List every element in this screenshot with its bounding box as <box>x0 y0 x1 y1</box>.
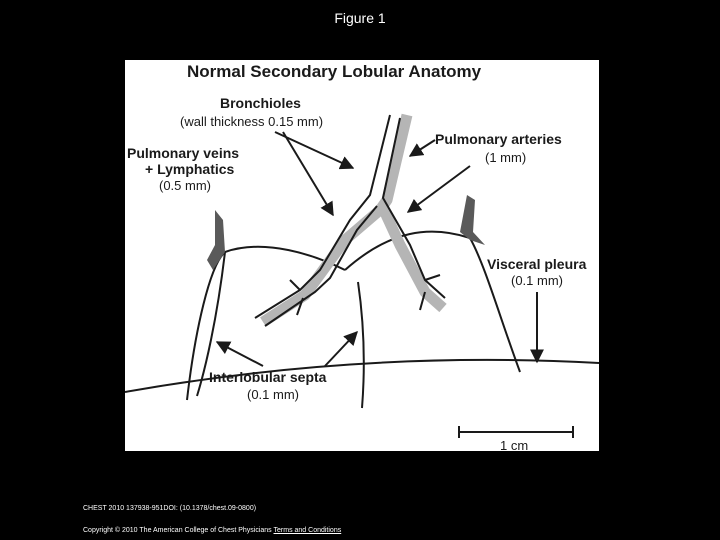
copyright-text: Copyright © 2010 The American College of Chest Physicians <box>83 527 272 534</box>
arrow-interlobular-septa-left <box>217 342 263 366</box>
label-visceral-pleura: Visceral pleura <box>487 256 587 272</box>
label-pulmonary-veins-detail: (0.5 mm) <box>159 178 211 193</box>
terms-and-conditions-link[interactable]: Terms and Conditions <box>273 527 342 534</box>
pulmonary-vein-left <box>207 210 225 270</box>
label-bronchioles: Bronchioles <box>220 95 301 111</box>
scale-bar-label: 1 cm <box>500 438 529 451</box>
slide-title: Figure 1 <box>334 10 386 26</box>
label-pulmonary-veins: Pulmonary veins <box>127 145 240 161</box>
diagram-title: Normal Secondary Lobular Anatomy <box>187 62 482 81</box>
anatomy-diagram <box>125 60 599 451</box>
label-pulmonary-arteries: Pulmonary arteries <box>435 131 562 147</box>
scale-bar <box>459 426 573 438</box>
citation: CHEST 2010 137938-951DOI: (10.1378/chest.09-0800) <box>83 505 257 512</box>
pulmonary-vein-right <box>460 195 485 245</box>
label-bronchioles-detail: (wall thickness 0.15 mm) <box>180 114 324 129</box>
interlobular-septum-center <box>358 282 364 408</box>
label-pulmonary-arteries-detail: (1 mm) <box>485 150 527 165</box>
arrow-interlobular-septa-right <box>325 332 357 366</box>
copyright-line <box>83 527 341 534</box>
pulmonary-artery-branch <box>383 208 443 308</box>
label-interlobular-septa: Interlobular septa <box>209 369 327 385</box>
label-lymphatics: + Lymphatics <box>145 161 235 177</box>
arrow-bronchioles-2 <box>283 132 333 215</box>
label-visceral-pleura-detail: (0.1 mm) <box>511 273 563 288</box>
arrow-pulmonary-arteries-2 <box>408 166 470 212</box>
label-interlobular-septa-detail: (0.1 mm) <box>247 387 299 402</box>
arrow-pulmonary-arteries-1 <box>410 140 435 156</box>
pleural-surface <box>125 360 599 392</box>
